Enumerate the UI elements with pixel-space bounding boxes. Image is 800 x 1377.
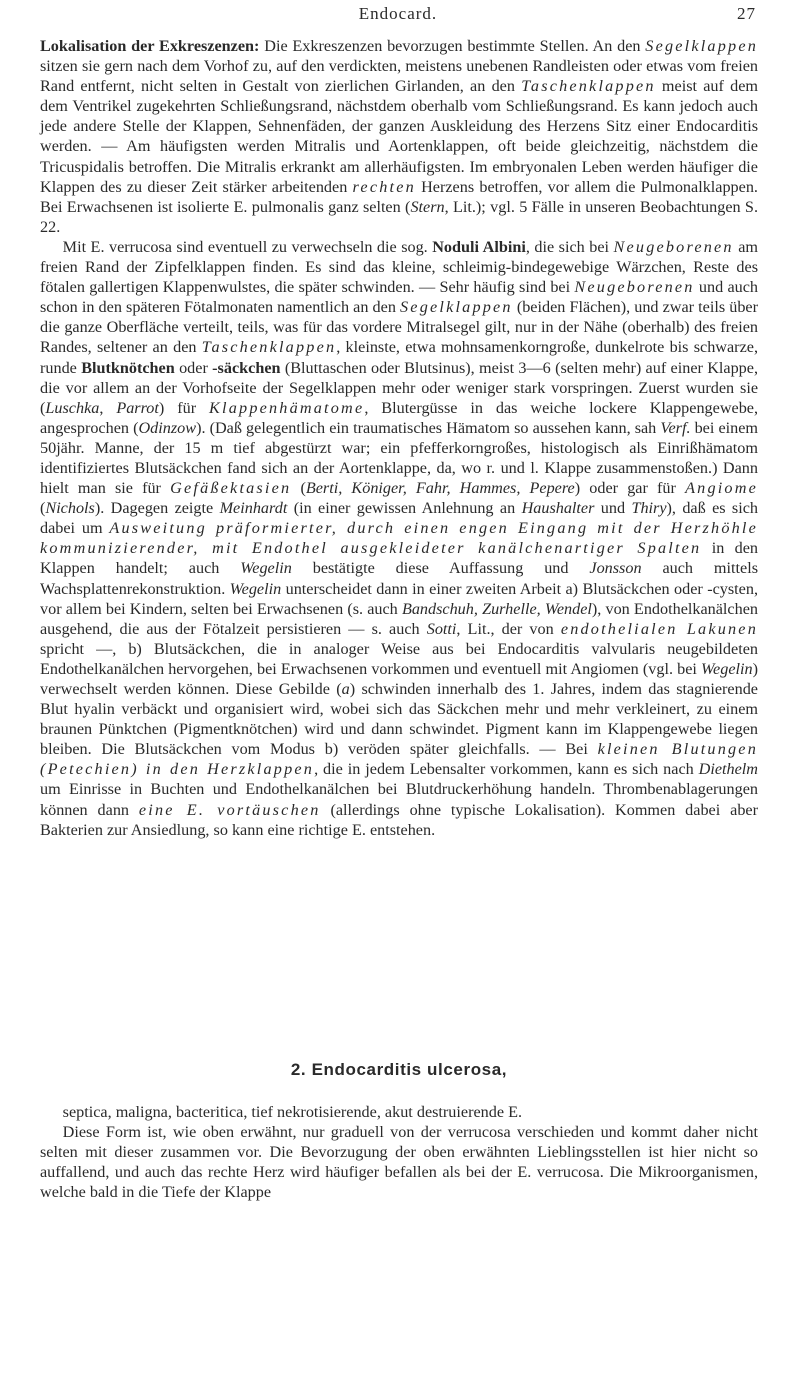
paragraph-differential: Mit E. verrucosa sind eventuell zu verwechseln die sog. Noduli Albini, die sich bei Neugeborenen am freien Rand der Zipfelklappen finden. Es sind das kleine, schleimig-bindegewebige Wärzchen, Reste des fötalen gallertigen Klappenwulstes, die später schwinden. — Sehr häufig sind bei Neugeborenen und auch schon in den späteren Fötalmonaten namentlich an den Segelklappen (beiden Flächen), und zwar teils über die ganze Oberfläche verteilt, teils, was für das vordere Mitralsegel gilt, nur in der Nähe (oberhalb) des freien Randes, seltener an den Taschenklappen, kleinste, etwa mohnsamenkorngroße, dunkelrote bis schwarze, runde Blutknötchen oder -säckchen (Bluttaschen oder Blutsinus), meist 3—6 (selten mehr) auf einer Klappe, die vor allem an der Vorhofseite der Segelklappen mehr oder weniger stark vorspringen. Zuerst wurden sie (Luschka, Parrot) für Klappenhämatome, Blutergüsse in das weiche lockere Klappengewebe, angesprochen (Odinzow). (Daß gelegentlich ein traumatisches Hämatom so aussehen kann, sah Verf. bei einem 50jähr. Manne, der 15 m tief abgestürzt war; ein pfefferkorngroßes, histologisch als Einrißhämatom identifiziertes Blutsäckchen fand sich an der Aortenklappe, da, wo r. und l. Klappe zusammenstoßen.) Dann hielt man sie für Gefäßektasien (Berti, Königer, Fahr, Hammes, Pepere) oder gar für Angiome (Nichols). Dagegen zeigte Meinhardt (in einer gewissen Anlehnung an Haushalter und Thiry), daß es sich dabei um Ausweitung präformierter, durch einen engen Eingang mit der Herzhöhle kommunizierender, mit Endothel ausgekleideter kanälchenartiger Spalten in den Klappen handelt; auch Wegelin bestätigte diese Auffassung und Jonsson auch mittels Wachsplattenrekonstruktion. Wegelin unterscheidet dann in einer zweiten Arbeit a) Blutsäckchen oder -cysten, vor allem bei Kindern, selten bei Erwachsenen (s. auch Bandschuh, Zurhelle, Wendel), von Endothelkanälchen ausgehend, die aus der Fötalzeit persistieren — s. auch Sotti, Lit., der von endothelialen Lakunen spricht —, b) Blutsäckchen, die in analoger Weise aus bei Endocarditis valvularis neugebildeten Endothelkanälchen hervorgehen, bei Erwachsenen vorkommen und eventuell mit Angiomen (vgl. bei Wegelin) verwechselt werden können. Diese Gebilde (a) schwinden innerhalb des 1. Jahres, indem das stagnierende Blut hyalin verbäckt und organisiert wird, wobei sich das Säckchen mehr und mehr verkleinert, zu einem braunen Pünktchen (Pigmentknötchen) wird und dann schwindet. Pigment kann im Klappengewebe liegen bleiben. Die Blutsäckchen vom Modus b) veröden später gleichfalls. — Bei kleinen Blutungen (Petechien) in den Herzklappen, die in jedem Lebensalter vorkommen, kann es sich nach Diethelm um Einrisse in Buchten und Endothelkanälchen bei Blutdruckerhöhung handeln. Thrombenablagerungen können dann eine E. vortäuschen (allerdings ohne typische Lokalisation). Kommen dabei aber Bakterien zur Ansiedlung, so kann eine richtige E. entstehen.: [40, 237, 759, 839]
paragraph-synonyms: septica, maligna, bacteritica, tief nekrotisierende, akut destruierende E.: [62, 1103, 523, 1121]
running-head: [40, 4, 756, 28]
section-1-text: [40, 36, 758, 840]
section-2-text: [40, 1102, 758, 1202]
paragraph-localization: Lokalisation der Exkreszenzen: Die Exkreszenzen bevorzugen bestimmte Stellen. An den Segelklappen sitzen sie gern nach dem Vorhof zu, auf den verdickten, meistens unebenen Randleisten oder etwas vom freien Rand entfernt, nicht selten in Gestalt von zierlichen Girlanden, an den Taschenklappen meist auf dem dem Ventrikel zugekehrten Schließungsrand, nächstdem oberhalb vom Schließungsrand. Es kann jedoch auch jede andere Stelle der Klappen, Sehnenfäden, der ganzen Auskleidung des Herzens Sitz einer Endocarditis werden. — Am häufigsten werden Mitralis und Aortenklappen, oft beide gleichzeitig, nächstdem die Tricuspidalis betroffen. Die Mitralis erkrankt am allerhäufigsten. Im embryonalen Leben werden häufiger die Klappen des zu dieser Zeit stärker arbeitenden rechten Herzens betroffen, vor allem die Pulmonalklappen. Bei Erwachsenen ist isolierte E. pulmonalis ganz selten (Stern, Lit.); vgl. 5 Fälle in unseren Beobachtungen S. 22.: [40, 37, 759, 236]
running-head-title: Endocard.: [358, 4, 438, 23]
paragraph-ulcerosa: Diese Form ist, wie oben erwähnt, nur graduell von der verrucosa verschieden und kommt daher nicht selten mit dieser zusammen vor. Die Bevorzugung der oben erwähnten Lieblingsstellen ist hier nicht so auffallend, und auch das rechte Herz wird häufiger befallen als bei der E. verrucosa. Die Mikroorganismen, welche bald in die Tiefe der Klappe: [40, 1123, 758, 1202]
section-2-heading: 2. Endocarditis ulcerosa,: [290, 1060, 508, 1079]
page-number: 27: [737, 4, 756, 23]
inline-heading-localization: Lokalisation der Exkreszenzen:: [40, 37, 260, 55]
